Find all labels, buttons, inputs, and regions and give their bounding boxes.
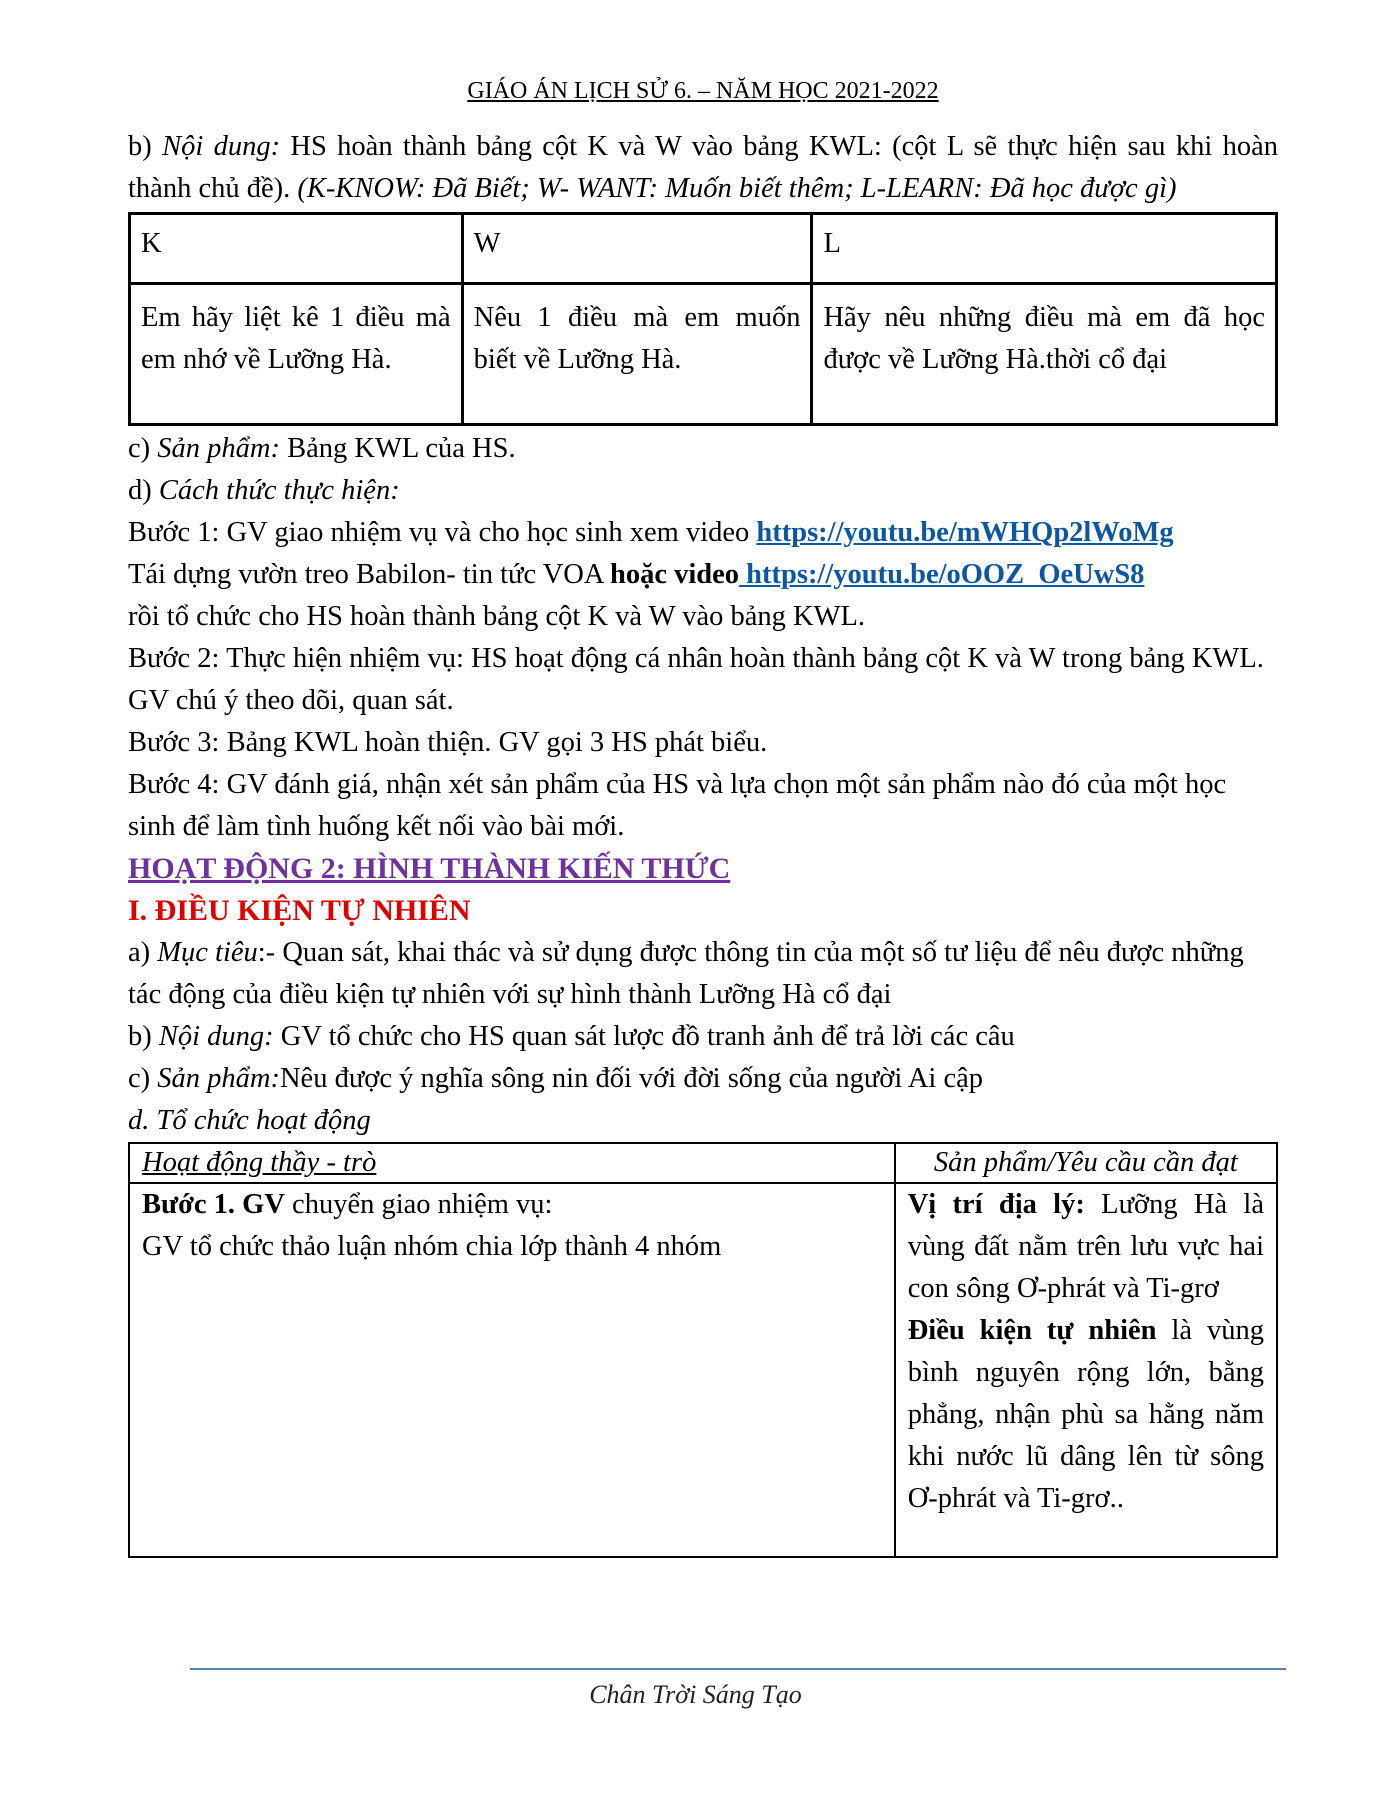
video-link-2[interactable]: https://youtu.be/oOOZ_OeUwS8 — [739, 559, 1145, 590]
page-header: GIÁO ÁN LỊCH SỬ 6. – NĂM HỌC 2021-2022 — [467, 78, 939, 104]
kwl-cell-w: Nêu 1 điều mà em muốn biết về Lưỡng Hà. — [462, 284, 812, 425]
step1-line: Bước 1: GV giao nhiệm vụ và cho học sinh xem video https://youtu.be/mWHQp2lWoMg — [128, 517, 1174, 548]
activity-header-1: Hoạt động thầy - trò — [129, 1143, 895, 1183]
step4-line: Bước 4: GV đánh giá, nhận xét sản phẩm của HS và lựa chọn một sản phẩm nào đó của một học sinh để làm tình huống kết nối vào bài mới. — [128, 769, 1227, 842]
content-paragraph: b) Nội dung: HS hoàn thành bảng cột K và W vào bảng KWL: (cột L sẽ thực hiện sau khi hoàn thành chủ đề). (K-KNOW: Đã Biết; W- WANT: Muốn biết thêm; L-LEARN: Đã học được gì) — [128, 131, 1278, 204]
step1-line2: Tái dựng vườn treo Babilon- tin tức VOA hoặc video https://youtu.be/oOOZ_OeUwS8 — [128, 559, 1145, 590]
footer-divider — [190, 1668, 1286, 1670]
activity-header-2: Sản phẩm/Yêu cầu cần đạt — [895, 1143, 1277, 1183]
step3-line: Bước 3: Bảng KWL hoàn thiện. GV gọi 3 HS phát biểu. — [128, 727, 768, 758]
kwl-header-w: W — [462, 214, 812, 284]
kwl-header-k: K — [130, 214, 463, 284]
method-line: d) Cách thức thực hiện: — [128, 475, 400, 506]
step1-line3: rồi tổ chức cho HS hoàn thành bảng cột K và W vào bảng KWL. — [128, 601, 866, 632]
content-line: b) Nội dung: GV tổ chức cho HS quan sát lược đồ tranh ảnh để trả lời các câu — [128, 1021, 1015, 1052]
organize-line: d. Tổ chức hoạt động — [128, 1105, 371, 1136]
document-body — [128, 126, 1278, 1558]
page-footer: Chân Trời Sáng Tạo — [589, 1680, 802, 1709]
kwl-header-l: L — [812, 214, 1277, 284]
kwl-cell-l: Hãy nêu những điều mà em đã học được về Lưỡng Hà.thời cổ đại — [812, 284, 1277, 425]
step2-line: Bước 2: Thực hiện nhiệm vụ: HS hoạt động cá nhân hoàn thành bảng cột K và W trong bảng KWL. GV chú ý theo dõi, quan sát. — [128, 643, 1264, 716]
video-link-1[interactable]: https://youtu.be/mWHQp2lWoMg — [756, 517, 1174, 548]
activity-title: HOẠT ĐỘNG 2: HÌNH THÀNH KIẾN THỨC — [128, 852, 731, 885]
product-line-2: c) Sản phẩm:Nêu được ý nghĩa sông nin đối với đời sống của người Ai cập — [128, 1063, 984, 1094]
section-title: I. ĐIỀU KIỆN TỰ NHIÊN — [128, 894, 471, 927]
product-line: c) Sản phẩm: Bảng KWL của HS. — [128, 433, 516, 464]
kwl-table — [128, 212, 1278, 426]
objective-line: a) Mục tiêu:- Quan sát, khai thác và sử dụng được thông tin của một số tư liệu để nêu được những tác động của điều kiện tự nhiên với sự hình thành Lưỡng Hà cổ đại — [128, 937, 1244, 1010]
activity-teacher-cell: Bước 1. GV chuyển giao nhiệm vụ: GV tổ chức thảo luận nhóm chia lớp thành 4 nhóm — [129, 1183, 895, 1557]
activity-table — [128, 1142, 1278, 1558]
kwl-cell-k: Em hãy liệt kê 1 điều mà em nhớ về Lưỡng Hà. — [130, 284, 463, 425]
activity-product-cell: Vị trí địa lý: Lưỡng Hà là vùng đất nằm trên lưu vực hai con sông Ơ-phrát và Ti-grơ Điều kiện tự nhiên là vùng bình nguyên rộng lớn, bằng phẳng, nhận phù sa hằng năm khi nước lũ dâng lên từ sông Ơ-phrát và Ti-grơ.. — [895, 1183, 1277, 1557]
